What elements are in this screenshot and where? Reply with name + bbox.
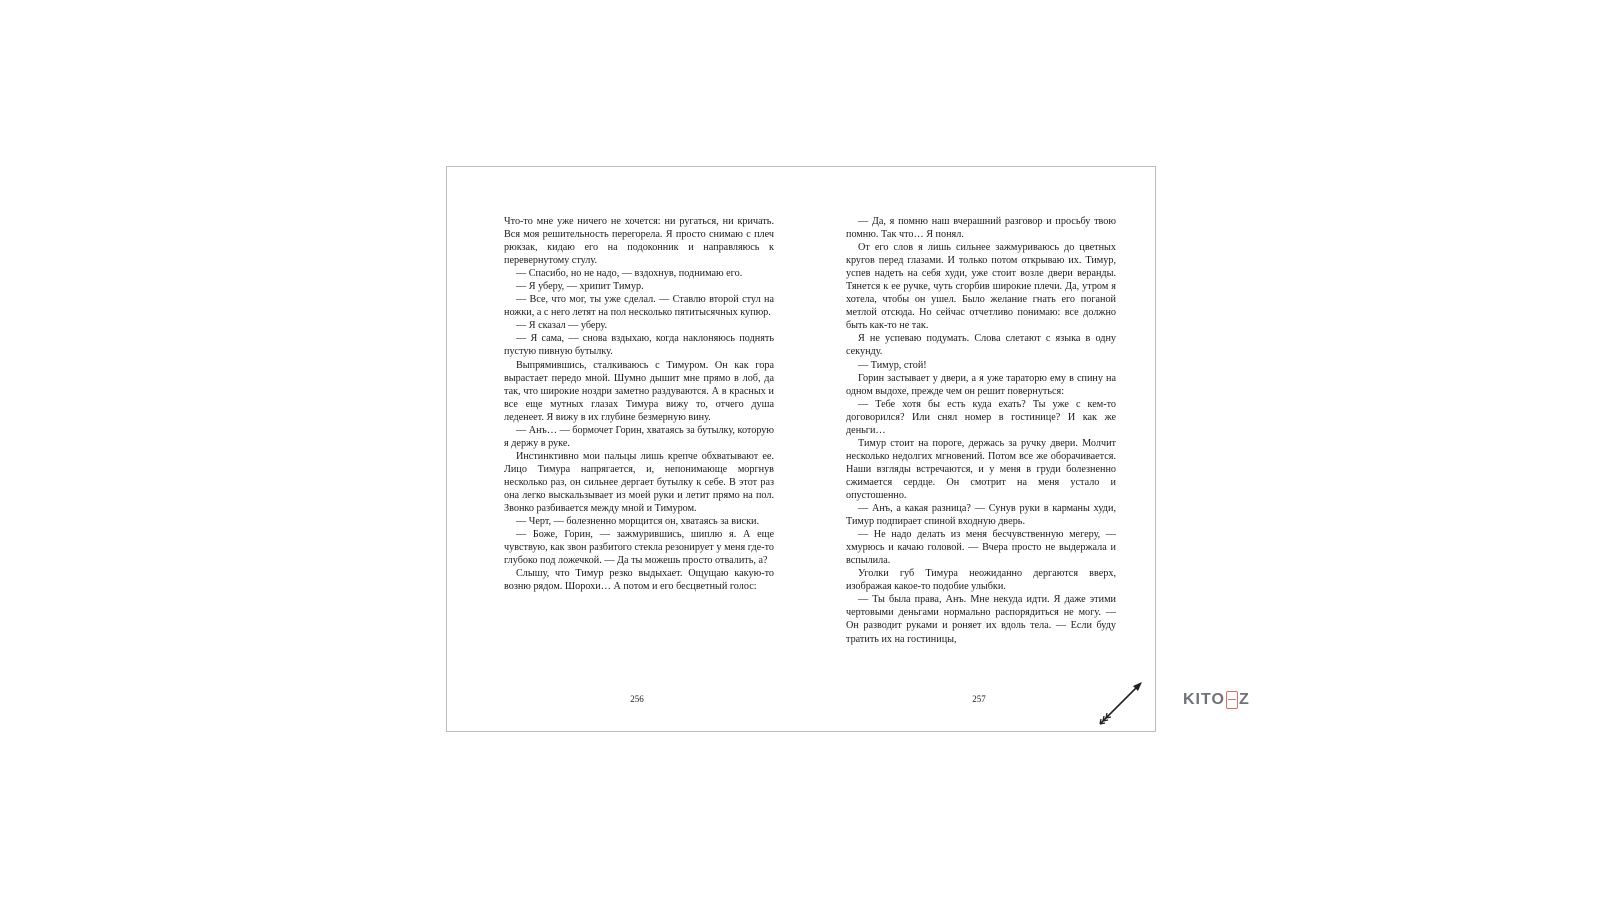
paragraph: — Я сказал — уберу. [516, 320, 608, 332]
paragraph: — Все, что мог, ты уже сделал. — Ставлю второй стул на ножки, а с него летят на пол несколько пятитысячных купюр. [504, 294, 774, 319]
paragraph: Горин застывает у двери, а я уже тараторю ему в спину на одном выдохе, прежде чем он решит повернуться: [846, 372, 1116, 397]
paragraph: Выпрямившись, сталкиваюсь с Тимуром. Он как гора вырастает передо мной. Шумно дышит мне прямо в лоб, да так, что широкие ноздри заметно раздуваются. А в красных и все еще мутных глазах Тимура вижу то, отчего душа леденеет. Я вижу в их глубине безмерную вину. [504, 359, 774, 423]
right-page-text [846, 215, 1116, 646]
paragraph: От его слов я лишь сильнее зажмуриваюсь до цветных кругов перед глазами. И только потом открываю их. Тимур, успев надеть на себя худи, уже стоит возле двери веранды. Тянется к ее ручке, чуть сгорбив широкие плечи. Да, утром я хотела, чтобы он ушел. Было желание гнать его поганой метлой отсюда. Но сейчас отчетливо понимаю: все должно быть как-то не так. [846, 242, 1116, 332]
paragraph: Что-то мне уже ничего не хочется: ни ругаться, ни кричать. Вся моя решительность перегорела. Я просто снимаю с плеч рюкзак, кидаю его на подоконник и направляюсь к перевернутому стулу. [504, 216, 774, 267]
paragraph: — Боже, Горин, — зажмурившись, шиплю я. А еще чувствую, как звон разбитого стекла резонирует у меня где-то глубоко под ложечкой. — Да ты можешь просто отвалить, а? [504, 529, 774, 567]
paragraph: Слышу, что Тимур резко выдыхает. Ощущаю какую-то возню рядом. Шорохи… А потом и его бесцветный голос: [504, 568, 774, 593]
logo-b-mark [1226, 691, 1238, 709]
paragraph: — Спасибо, но не надо, — вздохнув, поднимаю его. [516, 268, 743, 280]
paragraph: Я не успеваю подумать. Слова слетают с языка в одну секунду. [846, 333, 1116, 358]
paragraph: — Анъ… — бормочет Горин, хватаясь за бутылку, которую я держу в руке. [504, 424, 774, 449]
paragraph: — Я уберу, — хрипит Тимур. [516, 281, 644, 293]
paragraph: — Черт, — болезненно морщится он, хватаясь за виски. [516, 516, 760, 528]
paragraph: — Я сама, — снова вздыхаю, когда наклоняюсь поднять пустую пивную бутылку. [504, 333, 774, 358]
paragraph: — Ты была права, Анъ. Мне некуда идти. Я даже этими чертовыми деньгами нормально распорядиться не могу. — Он разводит руками и роняет их вдоль тела. — Если буду тратить их на гостиницы, [846, 594, 1116, 645]
paragraph: Инстинктивно мои пальцы лишь крепче обхватывают ее. Лицо Тимура напрягается, и, непонимающе моргнув несколько раз, он сильнее дергает бутылку к себе. В этот раз она легко выскальзывает из моей руки и летит прямо на пол. Звонко разбивается между мной и Тимуром. [504, 450, 774, 515]
page-number-right: 257 [972, 694, 986, 704]
page-number-left: 256 [630, 694, 644, 704]
paragraph: — Тебе хотя бы есть куда ехать? Ты уже с кем-то договорился? Или снял номер в гостинице? И как же деньги… [846, 398, 1116, 436]
arrow-icon [1096, 680, 1146, 728]
paragraph: — Не надо делать из меня бесчувственную мегеру, — хмурюсь и качаю головой. — Вчера просто не выдержала и вспылила. [846, 529, 1116, 567]
paragraph: — Тимур, стой! [858, 359, 927, 371]
paragraph: Уголки губ Тимура неожиданно дергаются вверх, изображая какое-то подобие улыбки. [846, 568, 1116, 593]
paragraph: Тимур стоит на пороге, держась за ручку двери. Молчит несколько недолгих мгновений. Потом все же оборачивается. Наши взгляды встречаются, и у меня в груди болезненно сжимается сердце. Он смотрит на меня устало и опустошенно. [846, 437, 1116, 501]
paragraph: — Да, я помню наш вчерашний разговор и просьбу твою помню. Так что… Я понял. [846, 216, 1116, 241]
left-page-text [504, 215, 774, 593]
book-spread [446, 166, 1156, 732]
paragraph: — Анъ, а какая разница? — Сунув руки в карманы худи, Тимур подпирает спиной входную дверь. [846, 503, 1116, 528]
kitobz-logo: KITO Z [1183, 691, 1250, 708]
